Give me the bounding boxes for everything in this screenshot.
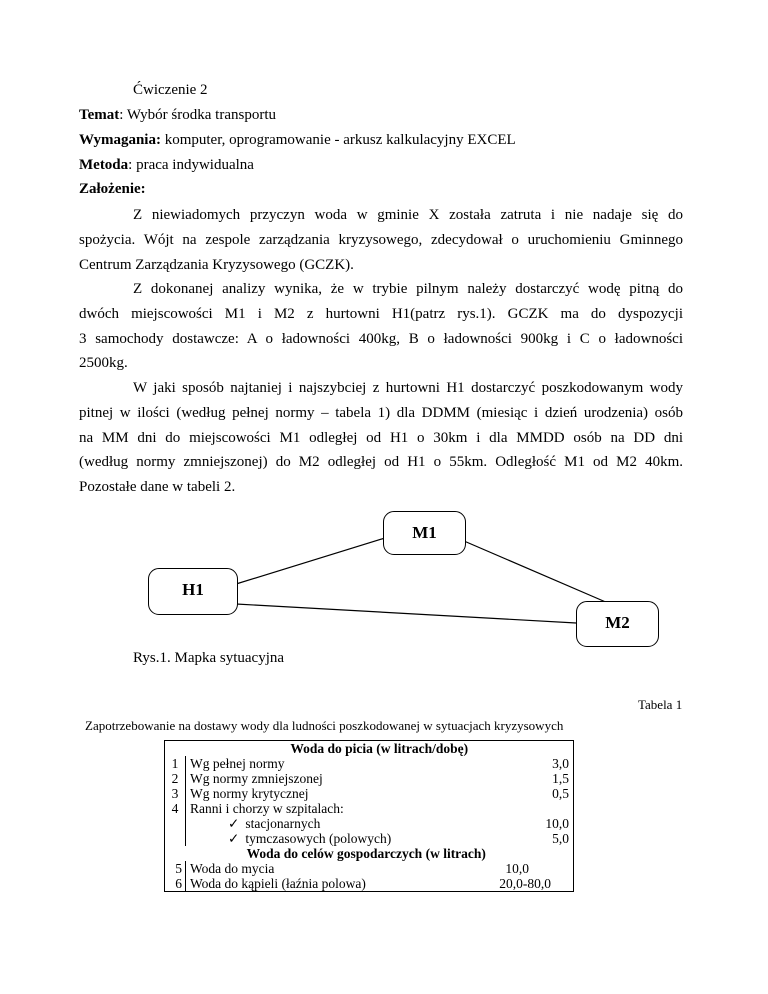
table-caption: Zapotrzebowanie na dostawy wody dla ludności poszkodowanej w sytuacjach kryzysowych — [85, 718, 564, 733]
requirements-value: komputer, oprogramowanie - arkusz kalkulacyjny EXCEL — [160, 132, 516, 148]
edge-h1-m1 — [236, 538, 385, 584]
row-number: 3 — [165, 786, 186, 801]
row-value: 10,0 — [505, 861, 529, 876]
p3-line-2: pitnej w ilości (według pełnej normy – tabela 1) dla DDMM (miesiąc i dzień urodzenia) osób — [79, 405, 683, 421]
row-text: Wg normy krytycznej — [190, 786, 309, 801]
table-section-row — [165, 846, 574, 861]
p1-line-3: Centrum Zarządzania Kryzysowego (GCZK). — [79, 257, 354, 273]
row-text: Woda do kąpieli (łaźnia polowa) — [186, 876, 466, 892]
subrow-text: tymczasowych (polowych) — [245, 831, 392, 846]
subrow-value: 5,0 — [552, 831, 569, 846]
checkmark-icon: ✓ — [228, 831, 240, 846]
row-number: 1 — [165, 756, 186, 771]
row-value: 3,0 — [552, 756, 569, 771]
topic-value: : Wybór środka transportu — [119, 107, 276, 123]
section-drinking-header: Woda do picia (w litrach/dobę) — [290, 741, 469, 756]
p3-line-5: Pozostałe dane w tabeli 2. — [79, 479, 236, 495]
table-header-row — [165, 741, 574, 757]
row-text: Woda do mycia — [186, 861, 466, 876]
row-value: 1,5 — [552, 771, 569, 786]
node-m1: M1 — [383, 511, 466, 555]
row-number: 5 — [165, 861, 186, 876]
table-row — [165, 756, 574, 771]
node-m2: M2 — [576, 601, 659, 647]
edge-m1-m2 — [464, 541, 608, 603]
row-number: 6 — [165, 876, 186, 892]
table-row — [165, 801, 574, 816]
row-text: Wg pełnej normy — [190, 756, 285, 771]
subrow-value: 10,0 — [545, 816, 569, 831]
row-text: Wg normy zmniejszonej — [190, 771, 323, 786]
table-label: Tabela 1 — [638, 697, 683, 712]
assumption-label-text: Założenie: — [79, 181, 146, 197]
row-value: 20,0-80,0 — [499, 876, 551, 891]
p2-line-3: 3 samochody dostawcze: A o ładowności 400kg, B o ładowności 900kg i C o ładowności — [79, 331, 683, 347]
row-value — [465, 801, 574, 816]
table-row — [165, 786, 574, 801]
p3-line-3: na MM dni do miejscowości M1 odległej od H1 o 30km i dla MMDD osób na DD dni — [79, 430, 683, 446]
table-subrow — [165, 816, 574, 831]
p3-line-1: W jaki sposób najtaniej i najszybciej z hurtowni H1 dostarczyć poszkodowanym wody — [133, 380, 683, 396]
p2-line-1: Z dokonanej analizy wynika, że w trybie pilnym należy dostarczyć wodę pitną do — [133, 281, 683, 297]
table-subrow — [165, 831, 574, 846]
table-row — [165, 861, 574, 876]
topic-label: Temat — [79, 107, 120, 123]
row-number: 2 — [165, 771, 186, 786]
row-text: Ranni i chorzy w szpitalach: — [190, 801, 344, 816]
requirements-label: Wymagania: — [79, 132, 161, 148]
edge-h1-m2 — [236, 604, 576, 623]
method-label: Metoda — [79, 157, 129, 173]
checkmark-icon: ✓ — [228, 816, 240, 831]
table-row — [165, 771, 574, 786]
exercise-title: Ćwiczenie 2 — [133, 82, 208, 98]
p1-line-1: Z niewiadomych przyczyn woda w gminie X została zatruta i nie nadaje się do — [133, 207, 683, 223]
method-value: : praca indywidualna — [128, 157, 254, 173]
p2-line-4: 2500kg. — [79, 355, 128, 371]
p2-line-2: dwóch miejscowości M1 i M2 z hurtowni H1(patrz rys.1). GCZK ma do dyspozycji — [79, 306, 683, 322]
p1-line-2: spożycia. Wójt na zespole zarządzania kryzysowego, zdecydował o uruchomieniu Gminnego — [79, 232, 683, 248]
p3-line-4: (według normy zmniejszonej) do M2 odległej od H1 o 55km. Odległość M1 od M2 40km. — [79, 454, 683, 470]
table-row — [165, 876, 574, 892]
node-h1: H1 — [148, 568, 238, 615]
figure-caption: Rys.1. Mapka sytuacyjna — [133, 650, 285, 666]
section-household-header: Woda do celów gospodarczych (w litrach) — [246, 846, 486, 861]
row-value: 0,5 — [552, 786, 569, 801]
row-number: 4 — [165, 801, 186, 816]
subrow-text: stacjonarnych — [245, 816, 321, 831]
water-demand-table — [164, 740, 574, 892]
